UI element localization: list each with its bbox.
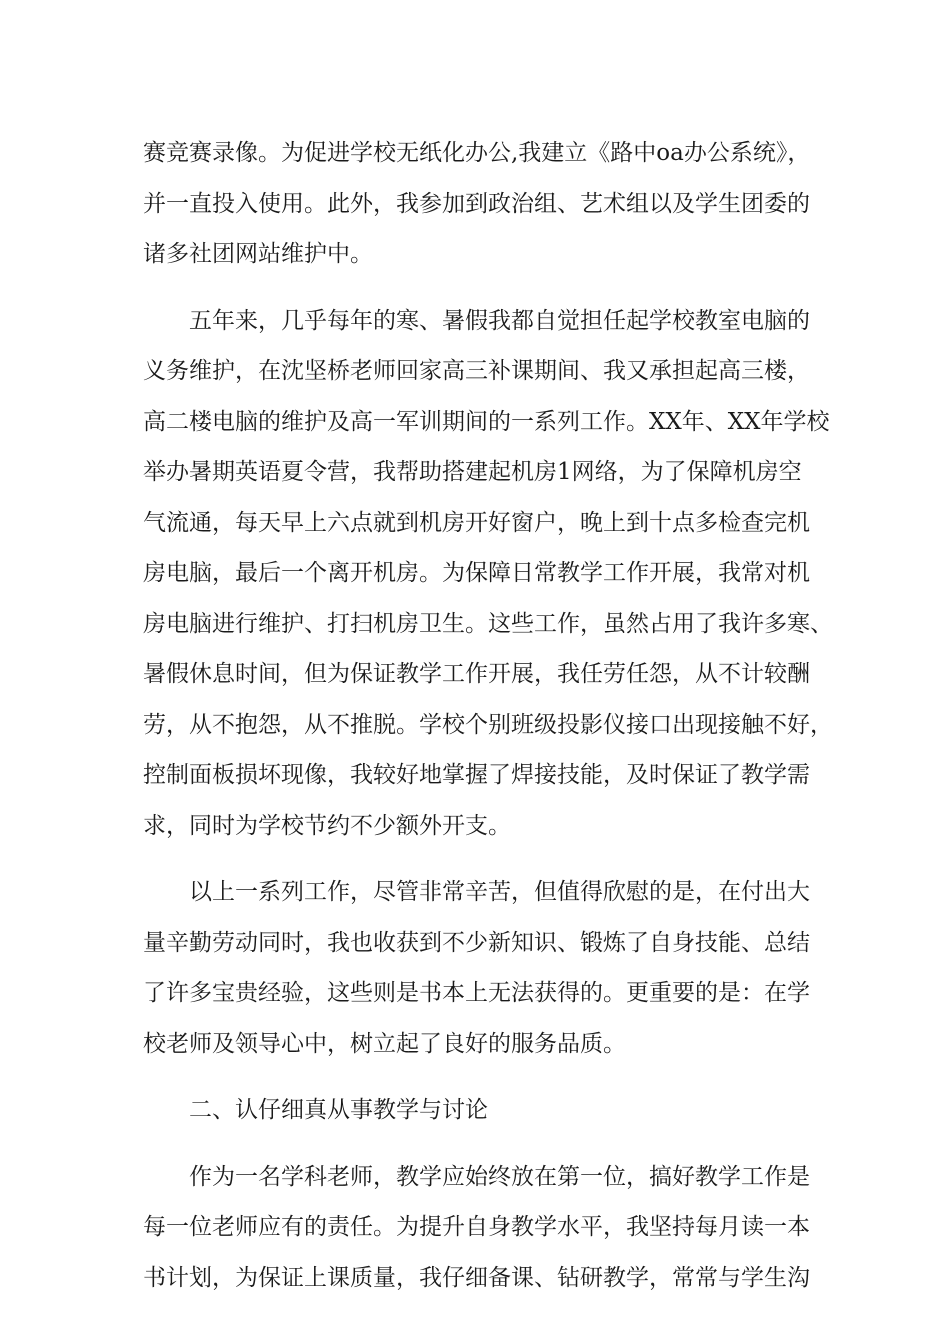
text-line: 书计划，为保证上课质量，我仔细备课、钻研教学，常常与学生沟: [143, 1264, 810, 1291]
section-heading: [143, 1085, 823, 1136]
document-body: [143, 128, 833, 1303]
text-line: 并一直投入使用。此外，我参加到政治组、艺术组以及学生团委的: [143, 190, 810, 217]
paragraph: [143, 1152, 823, 1304]
text-line: 劳，从不抱怨，从不推脱。学校个别班级投影仪接口出现接触不好，: [143, 711, 833, 738]
text-line: 作为一名学科老师，教学应始终放在第一位，搞好教学工作是: [189, 1163, 810, 1190]
text-line: 赛竞赛录像。为促进学校无纸化办公,我建立《路中oa办公系统》，: [143, 140, 811, 166]
text-line: 义务维护，在沈坚桥老师回家高三补课期间、我又承担起高三楼，: [143, 358, 810, 384]
text-line: 量辛勤劳动同时，我也收获到不少新知识、锻炼了自身技能、总结: [143, 929, 810, 956]
text-line: 暑假休息时间，但为保证教学工作开展，我任劳任怨，从不计较酬: [143, 661, 810, 687]
text-line: 五年来，几乎每年的寒、暑假我都自觉担任起学校教室电脑的: [189, 307, 810, 334]
text-line: 以上一系列工作，尽管非常辛苦，但值得欣慰的是，在付出大: [189, 879, 810, 905]
text-line: 房电脑，最后一个离开机房。为保障日常教学工作开展，我常对机: [143, 560, 810, 586]
text-line: 了许多宝贵经验，这些则是书本上无法获得的。更重要的是：在学: [143, 980, 810, 1006]
paragraph-gap: [143, 851, 823, 867]
paragraph: [143, 296, 833, 852]
text-line: 气流通，每天早上六点就到机房开好窗户，晚上到十点多检查完机: [143, 509, 810, 536]
heading-line: 二、认仔细真从事教学与讨论: [189, 1097, 488, 1123]
text-line: 求，同时为学校节约不少额外开支。: [143, 812, 511, 839]
paragraph-gap: [143, 280, 823, 296]
paragraph-gap: [143, 1136, 823, 1152]
text-line: 控制面板损坏现像，我较好地掌握了焊接技能，及时保证了教学需: [143, 762, 810, 788]
paragraph-gap: [143, 1069, 823, 1085]
text-line: 高二楼电脑的维护及高一军训期间的一系列工作。XX年、XX年学校: [143, 408, 830, 435]
paragraph: [143, 128, 823, 280]
text-line: 举办暑期英语夏令营，我帮助搭建起机房1网络，为了保障机房空: [143, 459, 802, 485]
text-line: 每一位老师应有的责任。为提升自身教学水平，我坚持每月读一本: [143, 1214, 810, 1240]
text-line: 校老师及领导心中，树立起了良好的服务品质。: [143, 1030, 626, 1057]
text-line: 诸多社团网站维护中。: [143, 241, 373, 267]
text-line: 房电脑进行维护、打扫机房卫生。这些工作，虽然占用了我许多寒、: [143, 610, 833, 637]
paragraph: [143, 867, 823, 1069]
